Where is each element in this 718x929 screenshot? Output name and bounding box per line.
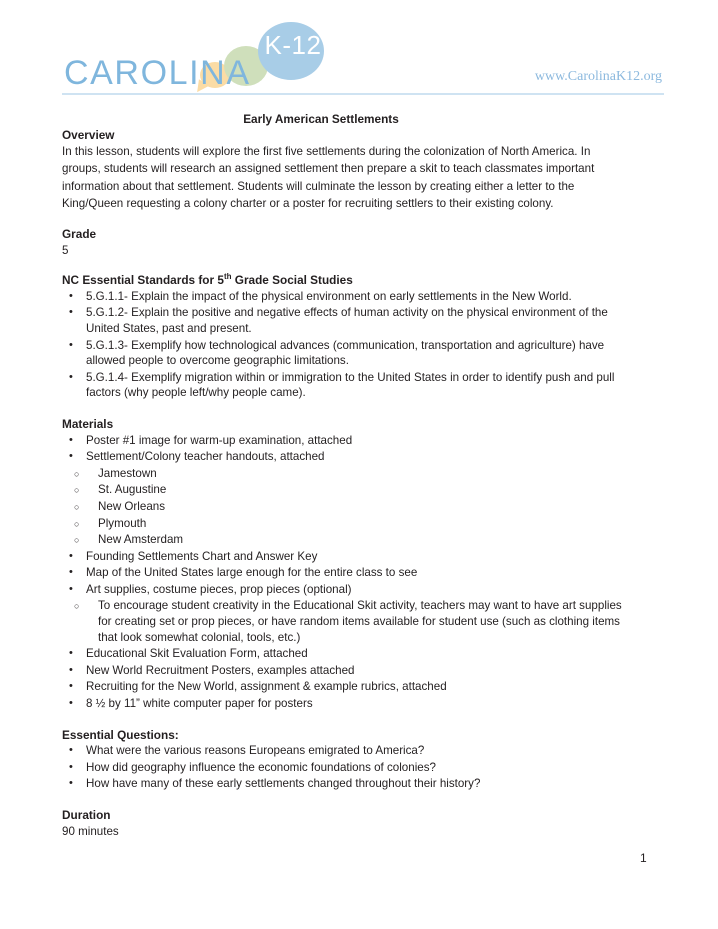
sub-bullet-icon: ○ bbox=[74, 501, 80, 512]
bullet-icon: • bbox=[69, 306, 73, 319]
grade-heading: Grade bbox=[62, 227, 97, 241]
list-item bbox=[62, 338, 628, 369]
bullet-icon: • bbox=[69, 582, 73, 595]
bullet-icon: • bbox=[69, 433, 73, 446]
essential-questions-heading: Essential Questions: bbox=[62, 727, 179, 742]
standards-heading-text-after: Grade Social Studies bbox=[231, 273, 353, 288]
bullet-icon: • bbox=[69, 663, 73, 676]
overview-heading: Overview bbox=[62, 127, 115, 142]
list-item bbox=[62, 696, 628, 712]
document-content bbox=[62, 112, 628, 839]
header-divider bbox=[62, 93, 664, 95]
materials-list-end bbox=[62, 646, 628, 711]
essential-questions-list bbox=[62, 743, 628, 792]
list-item-label: Recruiting for the New World, assignment & example rubrics, attached bbox=[86, 680, 447, 694]
list-item bbox=[62, 516, 628, 532]
list-item-label: Plymouth bbox=[98, 516, 147, 530]
list-item bbox=[62, 663, 628, 679]
sub-bullet-icon: ○ bbox=[74, 518, 80, 529]
sub-bullet-icon: ○ bbox=[74, 468, 80, 479]
list-item-label: New Amsterdam bbox=[98, 533, 184, 547]
site-url-link[interactable]: www.CarolinaK12.org bbox=[534, 69, 662, 84]
list-item-label: Art supplies, costume pieces, prop pieces (optional) bbox=[86, 582, 352, 596]
list-item bbox=[62, 449, 628, 465]
list-item bbox=[62, 433, 628, 449]
list-item-label: How did geography influence the economic foundations of colonies? bbox=[86, 760, 436, 774]
standards-heading bbox=[62, 273, 628, 289]
list-item bbox=[62, 499, 628, 515]
standards-list bbox=[62, 289, 628, 401]
bullet-icon: • bbox=[69, 549, 73, 562]
overview-paragraph: In this lesson, students will explore the first five settlements during the colonization of North America. In groups, students will research an assigned settlement then prepare a skit to teach classmates important information about that settlement. Students will culminate the lesson by creating either a letter to the King/Queen requesting a colony charter or a poster for recruiting settlers to their existing colony. bbox=[62, 145, 595, 210]
list-item-label: 5.G.1.2- Explain the positive and negative effects of human activity on the physical environment of the United States, past and present. bbox=[86, 306, 608, 335]
settlement-handouts-list bbox=[62, 466, 628, 548]
list-item bbox=[62, 549, 628, 565]
list-item-label: New World Recruitment Posters, examples attached bbox=[86, 663, 355, 677]
duration-value: 90 minutes bbox=[62, 824, 119, 838]
list-item bbox=[62, 743, 628, 759]
bullet-icon: • bbox=[69, 697, 73, 710]
bullet-icon: • bbox=[69, 370, 73, 383]
list-item bbox=[62, 466, 628, 482]
sub-bullet-icon: ○ bbox=[74, 535, 80, 546]
list-item-label: What were the various reasons Europeans emigrated to America? bbox=[86, 744, 425, 758]
list-item bbox=[62, 370, 628, 401]
bullet-icon: • bbox=[69, 744, 73, 757]
list-item-label: Settlement/Colony teacher handouts, attached bbox=[86, 450, 325, 464]
list-item-label: Map of the United States large enough for the entire class to see bbox=[86, 566, 418, 580]
list-item bbox=[62, 760, 628, 776]
list-item-label: 5.G.1.4- Exemplify migration within or immigration to the United States in order to identify push and pull factors (why people left/why people came). bbox=[86, 370, 615, 400]
bullet-icon: • bbox=[69, 680, 73, 693]
list-item bbox=[62, 482, 628, 498]
standards-heading-text-before: NC Essential Standards for 5 bbox=[62, 273, 224, 288]
materials-list-continued bbox=[62, 549, 628, 598]
list-item bbox=[62, 565, 628, 581]
list-item bbox=[62, 532, 628, 548]
list-item bbox=[62, 776, 628, 792]
list-item bbox=[62, 646, 628, 662]
list-item-label: Founding Settlements Chart and Answer Key bbox=[86, 549, 318, 563]
list-item-label: How have many of these early settlements changed throughout their history? bbox=[86, 777, 481, 791]
list-item bbox=[62, 582, 628, 598]
list-item-label: Jamestown bbox=[98, 466, 157, 480]
bullet-icon: • bbox=[69, 450, 73, 463]
materials-list bbox=[62, 433, 628, 465]
list-item-label: Poster #1 image for warm-up examination, attached bbox=[86, 433, 353, 447]
list-item-label: New Orleans bbox=[98, 499, 166, 513]
list-item-label: St. Augustine bbox=[98, 483, 167, 497]
page-header bbox=[62, 18, 662, 94]
bullet-icon: • bbox=[69, 338, 73, 351]
sub-bullet-icon: ○ bbox=[74, 485, 80, 496]
materials-heading: Materials bbox=[62, 416, 114, 431]
list-item-label: 5.G.1.3- Exemplify how technological advances (communication, transportation and agriculture) have allowed people to overcome geographic limitations. bbox=[86, 338, 605, 368]
list-item bbox=[62, 289, 628, 305]
logo-wordmark: CAROLINA bbox=[64, 54, 251, 92]
logo-k12-label: K-12 bbox=[264, 30, 322, 60]
page-title: Early American Settlements bbox=[243, 112, 399, 126]
art-supplies-note-list bbox=[62, 598, 628, 645]
bullet-icon: • bbox=[69, 566, 73, 579]
bullet-icon: • bbox=[69, 760, 73, 773]
standards-heading-superscript: th bbox=[223, 272, 232, 282]
sub-bullet-icon: ○ bbox=[74, 601, 80, 612]
bullet-icon: • bbox=[69, 289, 73, 302]
list-item-label: 8 ½ by 11” white computer paper for posters bbox=[86, 697, 313, 711]
list-item-label: To encourage student creativity in the Educational Skit activity, teachers may want to have art supplies for creating set or prop pieces, or have random items available for student use (such as clothing items that look somewhat colonial, tools, etc.) bbox=[98, 599, 622, 644]
list-item bbox=[62, 305, 628, 336]
duration-heading: Duration bbox=[62, 808, 111, 822]
list-item bbox=[62, 679, 628, 695]
carolina-k12-logo bbox=[62, 18, 382, 94]
bullet-icon: • bbox=[69, 647, 73, 660]
grade-value: 5 bbox=[62, 243, 69, 257]
bullet-icon: • bbox=[69, 777, 73, 790]
list-item-label: Educational Skit Evaluation Form, attached bbox=[86, 647, 308, 661]
list-item-label: 5.G.1.1- Explain the impact of the physical environment on early settlements in the New World. bbox=[86, 289, 572, 303]
page-number: 1 bbox=[640, 851, 647, 865]
list-item bbox=[62, 598, 628, 645]
